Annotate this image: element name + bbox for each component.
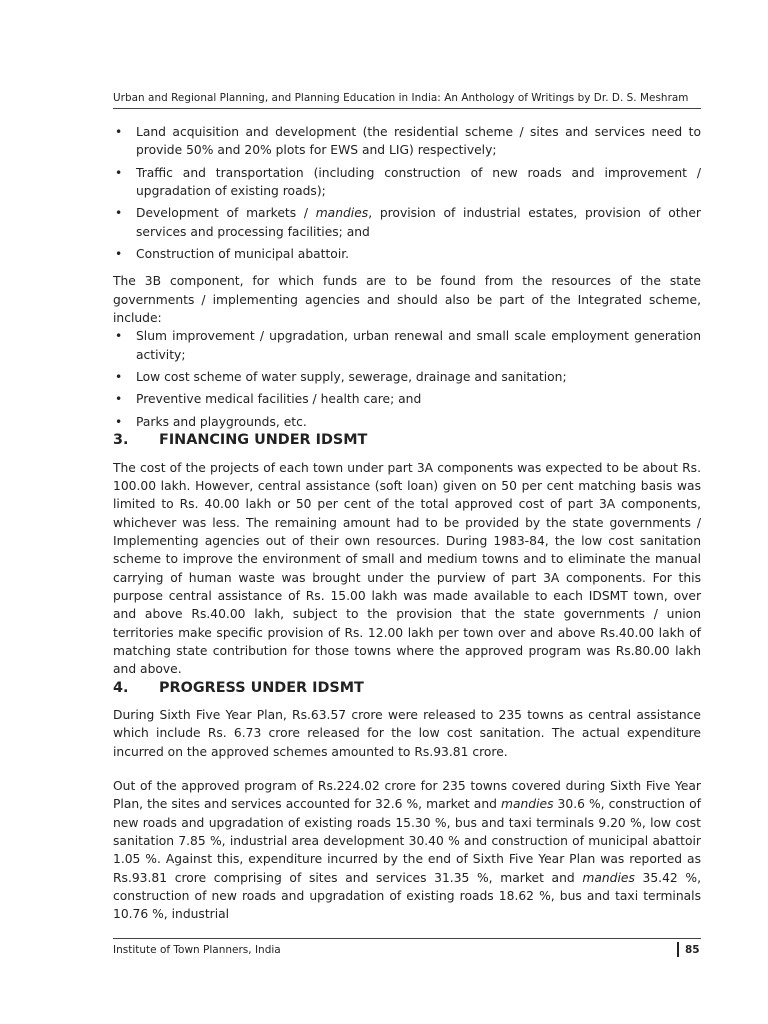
section-title: PROGRESS UNDER IDSMT [159, 679, 364, 696]
header-rule [113, 108, 701, 109]
bullet-icon: • [115, 247, 123, 262]
bullet-icon: • [115, 329, 123, 344]
list-item [113, 327, 701, 364]
bullet-icon: • [115, 206, 123, 221]
list-item-text: Land acquisition and development (the residential scheme / sites and services need to provide 50% and 20% plots for EWS and LIG) respectively; [136, 125, 701, 158]
body-text-run: 35.42 %, construction of new roads and upgradation of existing roads 18.62 %, bus and taxi terminals 10.76 %, industrial [113, 870, 701, 922]
section-4-body-2 [113, 777, 701, 924]
component-3b-list [113, 327, 701, 431]
list-item [113, 204, 701, 241]
footer-rule [113, 938, 701, 939]
footer-publisher: Institute of Town Planners, India [113, 944, 281, 956]
italic-term: mandies [582, 870, 635, 885]
list-item-text: Construction of municipal abattoir. [136, 247, 350, 262]
footer-divider-bar [677, 942, 679, 957]
body-text-run: Out of the approved program of Rs.224.02 crore for 235 towns covered during Sixth Five Year Plan, the sites and services accounted for 32.6 %, market and [113, 779, 701, 812]
list-item [113, 245, 701, 263]
section-title: FINANCING UNDER IDSMT [159, 432, 368, 449]
page-number: 85 [685, 944, 700, 956]
list-item-text: Traffic and transportation (including construction of new roads and improvement / upgradation of existing roads); [136, 165, 701, 199]
list-item-text: Parks and playgrounds, etc. [136, 414, 307, 429]
component-3a-list [113, 123, 701, 263]
list-item [113, 390, 701, 408]
bullet-icon: • [115, 414, 123, 429]
section-4-heading [113, 679, 701, 697]
document-page [113, 0, 701, 1024]
bullet-icon: • [115, 370, 123, 385]
list-item-text-after: , provision of industrial estates, provision of other services and processing facilities; and [136, 206, 701, 239]
section-number: 3. [113, 432, 129, 449]
section-3-body: The cost of the projects of each town under part 3A components was expected to be about Rs. 100.00 lakh. However, central assistance (soft loan) given on 50 per cent matching basis was limited to Rs. 40.00 lakh or 50 per cent of the total approved cost of part 3A components, whichever was less. The remaining amount had to be provided by the state governments / Implementing agencies out of their own resources. During 1983-84, the low cost sanitation scheme to improve the environment of small and medium towns and to eliminate the manual carrying of human waste was brought under the purview of part 3A components. For this purpose central assistance of Rs. 15.00 lakh was made available to each IDSMT town, over and above Rs.40.00 lakh, subject to the provision that the state governments / union territories make specific provision of Rs. 12.00 lakh per town over and above Rs.40.00 lakh of matching state contribution for those towns where the approved program was Rs.80.00 lakh and above. [113, 460, 701, 677]
running-header: Urban and Regional Planning, and Planning Education in India: An Anthology of Writings by Dr. D. S. Meshram [113, 92, 689, 104]
list-item-text: Low cost scheme of water supply, sewerage, drainage and sanitation; [136, 370, 567, 385]
list-item-text: Preventive medical facilities / health care; and [136, 392, 422, 407]
section-number: 4. [113, 679, 129, 696]
bullet-icon: • [115, 392, 123, 407]
body-text-run: 30.6 %, construction of new roads and upgradation of existing roads 15.30 %, bus and taxi terminals 9.20 %, low cost sanitation 7.85 %, industrial area development 30.40 % and construction of municipal abattoir 1.05 %. Against this, expenditure incurred by the end of Sixth Five Year Plan was reported as Rs.93.81 crore comprising of sites and services 31.35 %, market and [113, 797, 701, 885]
list-item [113, 368, 701, 386]
component-3b-intro: The 3B component, for which funds are to be found from the resources of the state governments / implementing agencies and should also be part of the Integrated scheme, include: [113, 274, 701, 326]
list-item-text: Slum improvement / upgradation, urban renewal and small scale employment generation activity; [136, 329, 701, 362]
list-item-italic-term: mandies [315, 206, 369, 221]
section-4-body-1: During Sixth Five Year Plan, Rs.63.57 crore were released to 235 towns as central assistance which include Rs. 6.73 crore released for the low cost sanitation. The actual expenditure incurred on the approved schemes amounted to Rs.93.81 crore. [113, 707, 701, 759]
italic-term: mandies [500, 797, 554, 812]
list-item [113, 123, 701, 160]
body-text [113, 123, 701, 924]
bullet-icon: • [115, 165, 123, 180]
list-item-text-before: Development of markets / [136, 206, 316, 221]
section-3-heading [113, 431, 701, 449]
list-item [113, 164, 701, 201]
bullet-icon: • [115, 125, 123, 139]
list-item [113, 413, 701, 431]
